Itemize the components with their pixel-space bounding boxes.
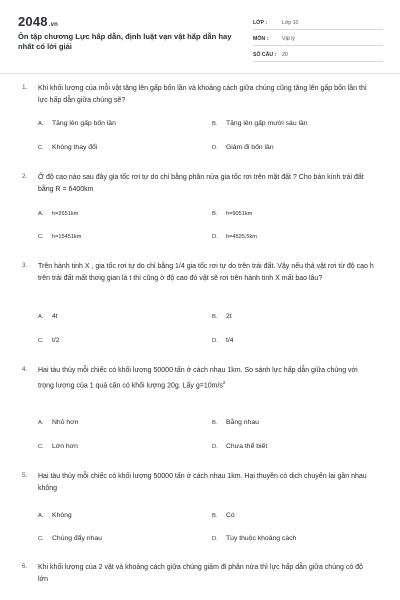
option-text: Không <box>52 512 72 519</box>
option-text: Lớn hơn <box>52 443 78 450</box>
option-text: h=9051km <box>226 211 253 217</box>
option-a[interactable] <box>38 211 78 217</box>
site-logo[interactable] <box>18 14 58 29</box>
question-number: 2. <box>22 173 28 180</box>
document-header <box>18 14 382 76</box>
option-d[interactable] <box>212 337 234 344</box>
option-letter: C. <box>38 338 44 344</box>
option-text: t/4 <box>226 337 234 344</box>
option-text: Chúng đẩy nhau <box>52 535 102 542</box>
option-letter: C. <box>38 444 44 450</box>
option-letter: A. <box>38 420 44 426</box>
option-b[interactable] <box>212 120 308 127</box>
meta-row-subject <box>253 32 383 46</box>
option-letter: C. <box>38 234 44 240</box>
option-text: Tùy thuộc khoảng cách <box>226 535 297 542</box>
meta-value: Vật lý <box>282 35 295 42</box>
option-letter: D. <box>212 338 218 344</box>
header-divider <box>0 73 400 74</box>
question-text: Khi khối lượng của 2 vật và khoảng cách giữa chúng giảm đi phân nửa thì lực hấp dẫn giữa chúng có độ lớn <box>38 564 363 583</box>
exponent: 2 <box>222 379 226 385</box>
option-a[interactable] <box>38 512 72 519</box>
option-d[interactable] <box>212 535 296 542</box>
question-number: 4. <box>22 366 28 373</box>
question-number: 6. <box>22 563 28 570</box>
option-letter: C. <box>38 145 44 151</box>
option-d[interactable] <box>212 144 274 151</box>
question-text: Khi khối lượng của mỗi vật tăng lên gấp bốn lần và khoảng cách giữa chúng cũng tăng lên gấp bốn lần thì lực hấp dẫn giữa chúng sẽ? <box>38 85 367 104</box>
question-text-body: Hai tàu thủy mỗi chiếc có khối lượng 50000 tấn ở cách nhau 1km. So sánh lực hấp dẫn giữa chúng với trọng lượng của 1 quả cân có khối lượng 20g. Lấy g=10m/s <box>38 367 358 389</box>
option-d[interactable] <box>212 443 267 450</box>
meta-key: LỚP : <box>253 19 268 26</box>
option-c[interactable] <box>38 535 102 542</box>
option-letter: A. <box>38 211 44 217</box>
logo-suffix: .vn <box>48 22 59 28</box>
option-letter: B. <box>212 211 218 217</box>
option-a[interactable] <box>38 419 78 426</box>
question-text: Hai tàu thủy mỗi chiếc có khối lượng 50000 tấn ở cách nhau 1km. Hai thuyền có dịch chuyển lại gần nhau không <box>38 473 367 492</box>
meta-key: SỐ CÂU : <box>253 51 277 58</box>
meta-value: Lớp 10 <box>282 19 299 26</box>
option-a[interactable] <box>38 313 58 320</box>
option-c[interactable] <box>38 337 60 344</box>
option-a[interactable] <box>38 120 116 127</box>
option-b[interactable] <box>212 512 235 519</box>
option-letter: B. <box>212 314 218 320</box>
option-text: Tăng lên gấp bốn lần <box>52 120 116 127</box>
option-text: Chưa thể biết <box>226 443 268 450</box>
meta-row-count <box>253 48 383 62</box>
option-d[interactable] <box>212 234 257 240</box>
option-text: t/2 <box>52 337 60 344</box>
option-letter: D. <box>212 444 218 450</box>
option-letter: B. <box>212 121 218 127</box>
meta-row-grade <box>253 16 383 30</box>
option-text: Tăng lên gấp mười sáu lần <box>226 120 308 127</box>
question-text: Ở độ cao nào sau đây gia tốc rơi tự do chỉ bằng phân nửa gia tốc rơi trên mặt đất ? Cho bán kính trái đất bằng R = 6400km <box>38 174 364 193</box>
option-letter: A. <box>38 314 44 320</box>
question-number: 5. <box>22 472 28 479</box>
option-b[interactable] <box>212 313 232 320</box>
option-text: Bằng nhau <box>226 419 259 426</box>
option-letter: A. <box>38 121 44 127</box>
option-text: Giảm đi bốn lần <box>226 144 274 151</box>
option-letter: D. <box>212 145 218 151</box>
option-text: h=4525,5km <box>226 234 257 240</box>
meta-key: MÔN : <box>253 35 269 42</box>
document-title: Ôn tập chương Lực hấp dẫn, định luật vạn vật hấp dẫn hay nhất có lời giải <box>18 32 232 51</box>
option-letter: B. <box>212 513 218 519</box>
question-number: 3. <box>22 262 28 269</box>
option-text: Có <box>226 512 235 519</box>
option-c[interactable] <box>38 234 81 240</box>
question-text <box>38 365 374 391</box>
option-text: 4t <box>52 313 58 320</box>
option-text: h=15451km <box>52 234 82 240</box>
logo-text: 2048 <box>18 14 48 29</box>
option-letter: D. <box>212 234 218 240</box>
option-text: Nhỏ hơn <box>52 419 79 426</box>
option-letter: B. <box>212 420 218 426</box>
option-letter: D. <box>212 536 218 542</box>
meta-info <box>253 16 383 64</box>
option-text: h=2651km <box>52 211 79 217</box>
question-number: 1. <box>22 84 28 91</box>
option-b[interactable] <box>212 419 259 426</box>
option-letter: A. <box>38 513 44 519</box>
option-c[interactable] <box>38 144 97 151</box>
question-text: Trên hành tinh X , gia tốc rơi tự do chỉ bằng 1/4 gia tốc rơi tự do trên trái đất. Vậy nếu thả vật rơi từ độ cao h trên trái đất mất thơig gian là t thì cũng ở độ cao đó vật sẽ rơi trên hành tinh X mất bao lâu? <box>38 263 374 282</box>
option-letter: C. <box>38 536 44 542</box>
option-text: 2t <box>226 313 232 320</box>
option-b[interactable] <box>212 211 252 217</box>
option-c[interactable] <box>38 443 78 450</box>
meta-value: 20 <box>282 51 288 58</box>
option-text: Không thay đổi <box>52 144 98 151</box>
